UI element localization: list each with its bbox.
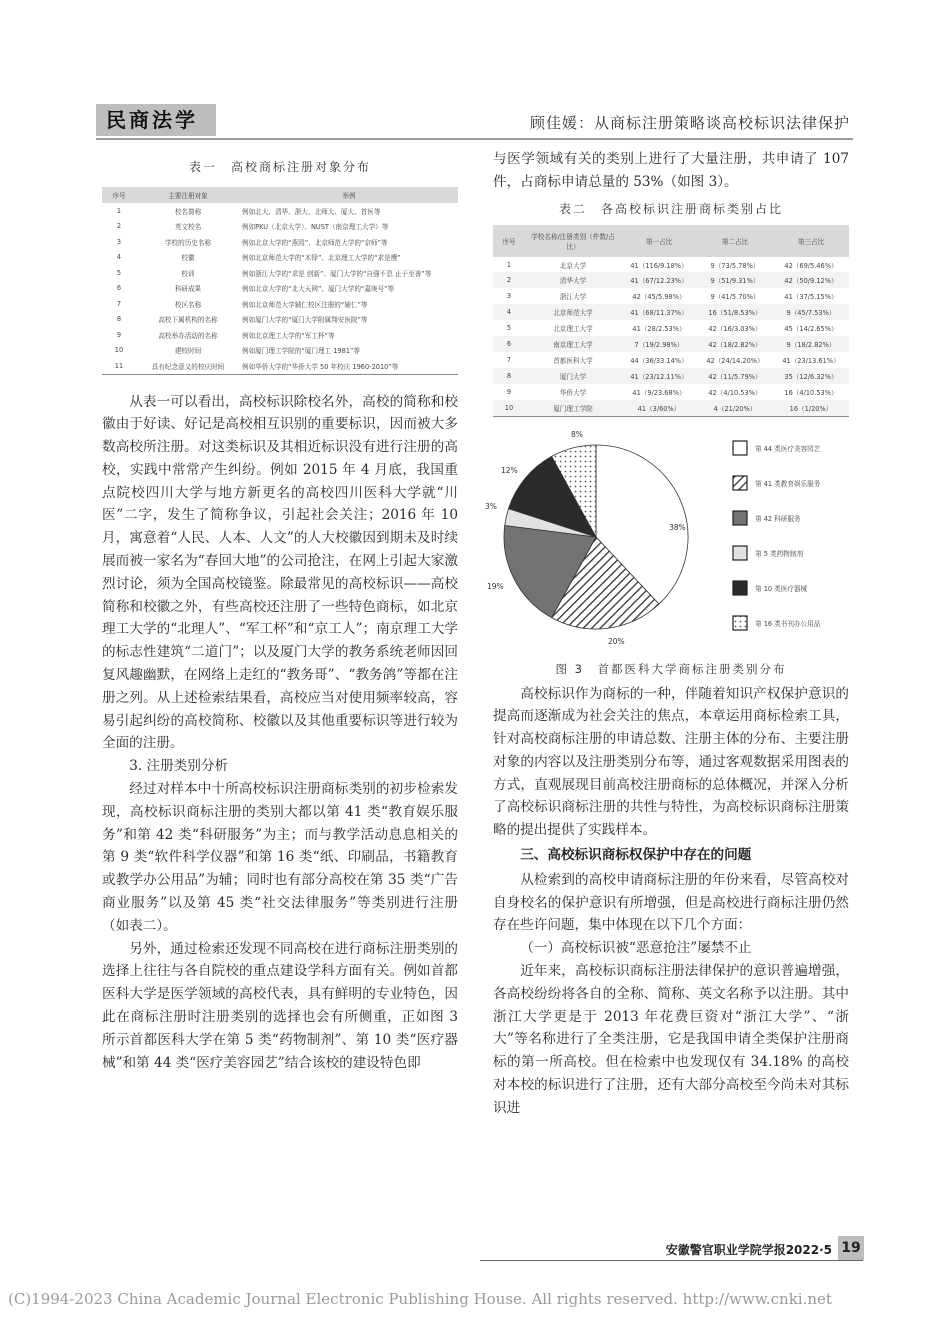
- table-cell: 例如厦门理工学院的“厦门理工 1981”等: [242, 347, 361, 356]
- table-cell: 42（4/10.53%）: [708, 388, 762, 397]
- table-cell: 4（21/20%）: [697, 400, 773, 416]
- subsection-heading: （一）高校标识被“恶意抢注”屡禁不止: [520, 940, 752, 957]
- table-cell: 9: [116, 330, 122, 339]
- paragraph: 从表一可以看出，高校标识除校名外，高校的简称和校徽由于好读、好记是高校相互识别的重要标识，因而被大多数高校所注册。对这类标识及其相近标识没有进行注册的高校，实践中常常产生纠纷。例如 2015 年 4 月底，我国重点院校四川大学与地方新更名的高校四川医科大学就“川医”二字，发生了简称争议，引起社会关注；2016 年 10 月，寓意着“人民、人本、人文”的人大校徽因到期未及时续展而被一家名为“春回大地”的公司抢注，在网上引起大家激烈讨论，须为全国高校镜鉴。除最常见的高校标识——高校简称和校徽之外，有些高校还注册了一些特色商标，如北京理工大学的“北理人”、“军工杯”和“京工人”；南京理工大学的标志性建筑“二道门”；以及厦门大学的教务系统老师因回复风趣幽默，在网络上走红的“教务哥”、“教务鸽”等都在注册之列。从上述检索结果看，高校应当对使用频率较高，容易引起纠纷的高校简称、校徽以及其他重要标识等进行较为全面的注册。: [102, 393, 458, 752]
- table-cell: 16（1/20%）: [773, 400, 849, 416]
- legend-swatch: [733, 546, 747, 560]
- table-cell: 42（69/5.46%）: [784, 261, 838, 270]
- copyright-notice: (C)1994-2023 China Academic Journal Electronic Publishing House. All rights reserved. http://www.cnki.net: [8, 1290, 832, 1308]
- table-cell: 9（45/7.53%）: [773, 304, 849, 320]
- table-cell: 校训: [181, 269, 195, 278]
- table-cell: 9: [506, 387, 512, 396]
- table-cell: 41（23/13.61%）: [782, 356, 840, 365]
- paragraph: 近年来，高校标识商标注册法律保护的意识普遍增强，各高校纷纷将各自的全称、简称、英文名称予以注册。其中浙江大学更是于 2013 年花费巨资对“浙江大学”、“浙大”等名称进行了全类注册，它是我国申请全类保护注册商标的第一所高校。但在检索中也发现仅有 34.18% 的高校对本校的标识进行了注册，还有大部分高校至今尚未对其标识进: [493, 963, 849, 1116]
- table-cell: 例如PKU（北京大学）、NUST（南京理工大学）等: [242, 223, 389, 232]
- table2: [493, 225, 849, 417]
- table-cell: 9（73/5.78%）: [710, 261, 760, 270]
- table2-caption: 表二 各高校标识注册商标类别占比: [558, 201, 783, 216]
- running-title: 顾佳媛：从商标注册策略谈高校标识法律保护: [529, 114, 850, 132]
- table-cell: 校名简称: [174, 207, 202, 216]
- table1-header: 主要注册对象: [136, 187, 240, 203]
- table-cell: 4: [116, 253, 122, 262]
- table-cell: 厦门理工学院: [525, 400, 621, 416]
- table-cell: 9（41/5.70%）: [710, 293, 760, 302]
- legend-label: 第 44 类医疗美容园艺: [755, 444, 821, 453]
- pie-slice-label: 3%: [485, 501, 497, 511]
- paragraph: 经过对样本中十所高校标识注册商标类别的初步检索发现，高校标识商标注册的类别大都以第 41 类“教育娱乐服务”和第 42 类“科研服务”为主；而与教学活动息息相关的第 9 类“软件科学仪器”和第 16 类“纸、印刷品，书籍教育或教学办公用品”为辅；同时也有部分高校在第 35 类“广告商业服务”以及第 45 类“社交法律服务”等类别进行注册（如表二）。: [102, 781, 458, 934]
- table-cell: 6: [116, 284, 122, 293]
- pie-slice-label: 8%: [571, 429, 583, 439]
- table-cell: 42（50/9.12%）: [773, 272, 849, 288]
- table-cell: 具有纪念意义的校庆时间: [136, 358, 240, 374]
- journal-name: 安徽警官职业学院学报2022·5: [665, 1243, 832, 1257]
- table-cell: 6: [493, 336, 525, 352]
- table-cell: 校徽: [181, 254, 195, 263]
- table-cell: 44（36/33.14%）: [630, 356, 688, 365]
- table-cell: 例如北京理工大学的“军工杯”等: [242, 331, 335, 340]
- table1: [102, 187, 458, 375]
- table-row: [102, 327, 458, 343]
- table-cell: 9（51/9.31%）: [697, 272, 773, 288]
- table-cell: 北京师范大学: [525, 304, 621, 320]
- table-cell: 41（9/23.68%）: [632, 388, 686, 397]
- pie-slice-label: 12%: [501, 465, 518, 475]
- table-cell: 北京大学: [559, 261, 587, 270]
- legend-label: 第 41 类教育娱乐服务: [755, 479, 821, 488]
- table1-header: 举例: [240, 187, 458, 203]
- table-cell: 例如北京师范大学辅仁校区注册的“辅仁”等: [242, 300, 368, 309]
- table-cell: 9（18/2.82%）: [773, 336, 849, 352]
- left-column: [102, 148, 458, 1074]
- table-cell: 10: [493, 400, 525, 416]
- table-cell: 42（16/3.03%）: [708, 325, 762, 334]
- table-row: [102, 265, 458, 281]
- table-row: [493, 336, 849, 352]
- table-cell: 41（116/9.18%）: [630, 261, 688, 270]
- table-cell: 45（14/2.65%）: [784, 325, 838, 334]
- table-cell: 例如北京大学的“燕园”、北京师范大学的“京师”等: [242, 238, 388, 247]
- right-column: [485, 148, 849, 1120]
- table-cell: 学校的历史名称: [164, 238, 212, 247]
- footer-rule: [480, 1260, 863, 1261]
- pie-slice-label: 38%: [669, 522, 686, 532]
- table-cell: 例如北京师范大学的“木铎”、北京理工大学的“求是鹰”: [242, 254, 401, 263]
- table-cell: 16（51/8.53%）: [697, 304, 773, 320]
- pie-chart: [485, 429, 849, 657]
- legend-swatch: [733, 441, 747, 455]
- table-cell: 16（4/10.53%）: [784, 388, 838, 397]
- table-cell: 1: [506, 260, 512, 269]
- table-cell: 例如厦门大学的“厦门大学附属翔安医院”等: [242, 316, 368, 325]
- paragraph: 与医学领域有关的类别上进行了大量注册，共申请了 107 件，占商标申请总量的 53%（如图 3）。: [493, 151, 849, 190]
- table-row: [102, 343, 458, 359]
- table-cell: 7（19/2.98%）: [621, 336, 697, 352]
- table-cell: 41（37/5.15%）: [784, 293, 838, 302]
- table2-header: 第三占比: [773, 225, 849, 257]
- table2-header: 学校名称/注册类别（件数/占比）: [525, 225, 621, 257]
- pie-slice-label: 19%: [487, 581, 504, 591]
- legend-swatch: [733, 476, 747, 490]
- table-cell: 42（18/2.82%）: [697, 336, 773, 352]
- table-cell: 北京理工大学: [553, 325, 593, 334]
- table-cell: 8: [493, 368, 525, 384]
- table-row: [102, 234, 458, 250]
- legend-swatch: [733, 581, 747, 595]
- table-row: [102, 219, 458, 235]
- section-label: 民商法学: [96, 104, 216, 136]
- table-row: [493, 384, 849, 400]
- paragraph: 从检索到的高校申请商标注册的年份来看，尽管高校对自身校名的保护意识有所增强，但是高校进行商标注册仍然存在些许问题，集中体现在以下几个方面：: [493, 871, 849, 934]
- table-cell: 8: [116, 315, 122, 324]
- table-cell: 35（12/6.32%）: [773, 368, 849, 384]
- section-heading: 三、高校标识商标权保护中存在的问题: [520, 847, 752, 864]
- table1-header: 序号: [102, 187, 136, 203]
- table-cell: 3: [116, 237, 122, 246]
- table-cell: 41（3/60%）: [621, 400, 697, 416]
- table-cell: 7: [116, 299, 122, 308]
- table-cell: 41（23/12.11%）: [621, 368, 697, 384]
- table-cell: 42（24/14.20%）: [706, 356, 764, 365]
- table2-header: 第一占比: [621, 225, 697, 257]
- page-number: 19: [838, 1236, 864, 1260]
- table-cell: 1: [116, 206, 122, 215]
- legend-label: 第 16 类书刊办公用品: [755, 619, 821, 628]
- table-row: [493, 288, 849, 304]
- table-cell: 高校举办活动的名称: [158, 331, 218, 340]
- table-row: [102, 250, 458, 266]
- table-cell: 厦门大学: [525, 368, 621, 384]
- table-row: [102, 281, 458, 297]
- table2-header: 第二占比: [697, 225, 773, 257]
- table-cell: 41（67/12.23%）: [621, 272, 697, 288]
- table-cell: 英文校名: [174, 223, 202, 232]
- table-row: [102, 203, 458, 219]
- table-cell: 11: [102, 358, 136, 374]
- table-cell: 42（11/5.79%）: [697, 368, 773, 384]
- table-row: [493, 304, 849, 320]
- legend-label: 第 5 类药物制剂: [755, 549, 803, 558]
- table-cell: 高校下属机构的名称: [158, 316, 218, 325]
- table-row: [493, 400, 849, 416]
- table-cell: 41（68/11.37%）: [621, 304, 697, 320]
- table-cell: 清华大学: [525, 272, 621, 288]
- table-cell: 例如北京大学的“北大天网”、厦门大学的“嘉庚号”等: [242, 285, 395, 294]
- subheading: 3. 注册类别分析: [129, 758, 229, 775]
- table-cell: 2: [116, 222, 122, 231]
- table-cell: 首都医科大学: [553, 356, 593, 365]
- header-rule: [96, 138, 853, 140]
- table-cell: 42（45/5.98%）: [632, 293, 686, 302]
- table-cell: 南京理工大学: [525, 336, 621, 352]
- table-cell: 浙江大学: [559, 293, 587, 302]
- table-cell: 41（28/2.53%）: [632, 325, 686, 334]
- legend-label: 第 10 类医疗器械: [755, 584, 808, 593]
- table1-caption: 表一 高校商标注册对象分布: [188, 160, 371, 174]
- figure-caption: 图 3 首都医科大学商标注册类别分布: [555, 661, 787, 676]
- table-cell: 例如浙江大学的“求是 创新”、厦门大学的“自强不息 止于至善”等: [242, 269, 432, 278]
- table-cell: 3: [506, 292, 512, 301]
- table-cell: 4: [493, 304, 525, 320]
- table-cell: 5: [116, 268, 122, 277]
- legend-swatch: [733, 616, 747, 630]
- table-row: [102, 312, 458, 328]
- table-cell: 10: [114, 346, 124, 355]
- table-cell: 5: [506, 324, 512, 333]
- table-cell: 科研成果: [174, 285, 202, 294]
- table-row: [102, 358, 458, 374]
- table-cell: 2: [493, 272, 525, 288]
- table-row: [493, 320, 849, 336]
- table-row: [102, 296, 458, 312]
- paragraph: 另外，通过检索还发现不同高校在进行商标注册类别的选择上往往与各自院校的重点建设学科方面有关。例如首都医科大学是医学领域的高校代表，具有鲜明的专业特色，因此在商标注册时注册类别的选择也会有所侧重，正如图 3 所示首都医科大学在第 5 类“药物制剂”、第 10 类“医疗器械”和第 44 类“医疗美容园艺”结合该校的建设特色即: [102, 940, 458, 1071]
- paragraph: 高校标识作为商标的一种，伴随着知识产权保护意识的提高而逐渐成为社会关注的焦点，本章运用商标检索工具，针对高校商标注册的申请总数、注册主体的分布、主要注册对象的内容以及注册类别分布等，通过客观数据采用图表的方式，直观展现目前高校注册商标的总体概况，并深入分析了高校标识商标注册的共性与特性，为高校标识商标注册策略的提出提供了实践样本。: [493, 685, 849, 839]
- pie-chart-svg: [485, 429, 849, 657]
- table-cell: 7: [506, 355, 512, 364]
- table-row: [493, 257, 849, 273]
- table-cell: 建校时间: [174, 347, 202, 356]
- table-row: [493, 368, 849, 384]
- table-cell: 华侨大学: [559, 388, 587, 397]
- table-cell: 例如北大、清华、浙大、北师大、厦大、首医等: [242, 207, 381, 216]
- legend-swatch: [733, 511, 747, 525]
- pie-slice-label: 20%: [608, 636, 625, 646]
- table-row: [493, 352, 849, 368]
- table-row: [493, 272, 849, 288]
- table-cell: 校区名称: [174, 300, 202, 309]
- legend-label: 第 42 科研服务: [755, 514, 801, 523]
- table2-header: 序号: [493, 225, 525, 257]
- table-cell: 例如华侨大学的“华侨大学 50 年校庆 1960-2010”等: [240, 358, 458, 374]
